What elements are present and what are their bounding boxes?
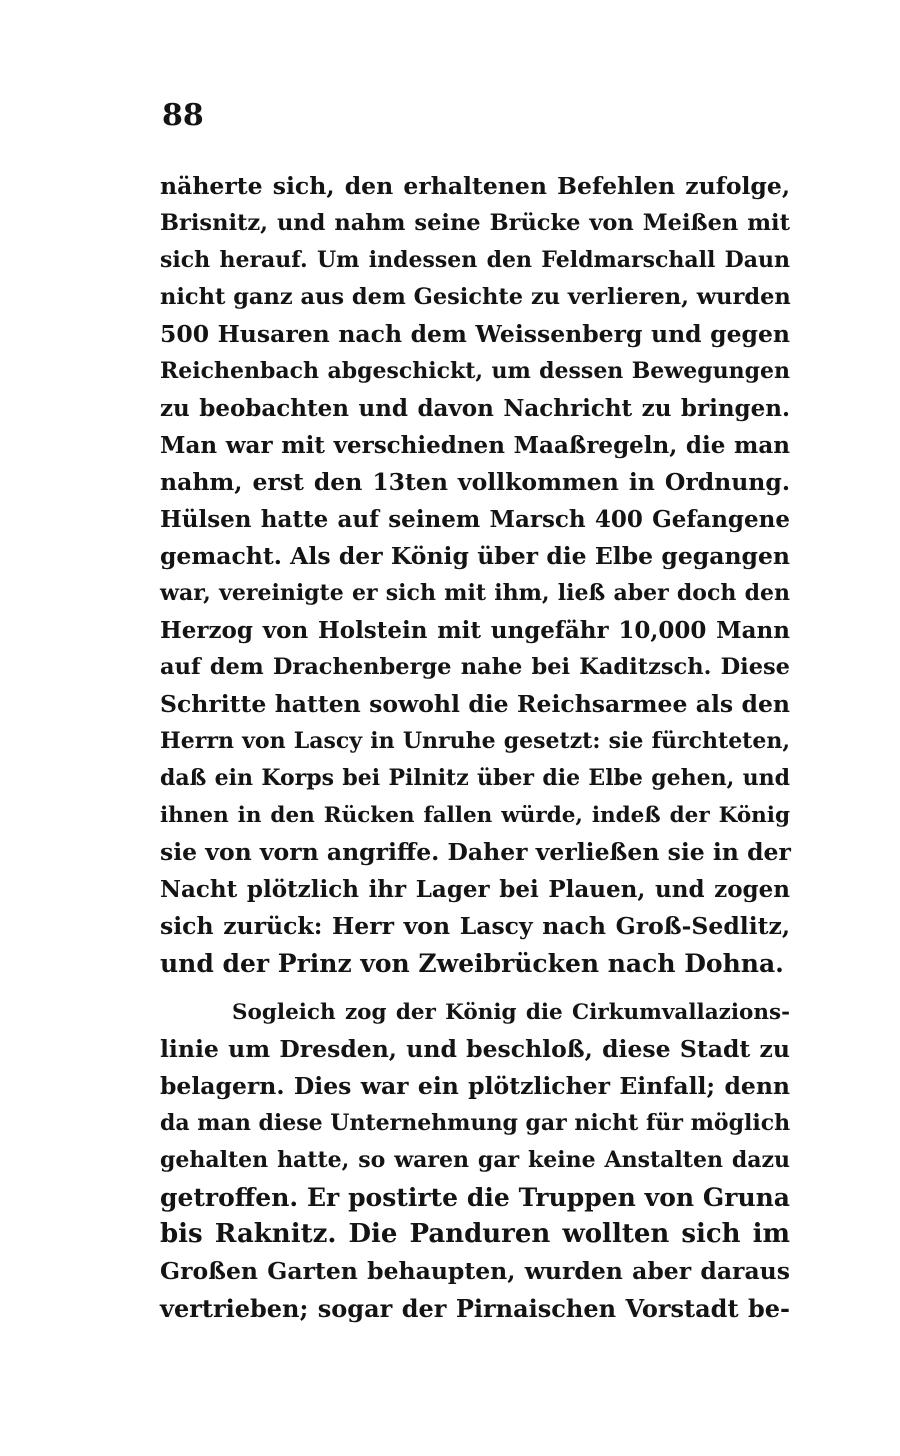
text-line: linie um Dresden, und beschloß, diese Stadt zu: [160, 1035, 790, 1063]
text-line: zu beobachten und davon Nachricht zu bringen.: [160, 395, 790, 422]
text-line: gemacht. Als der König über die Elbe gegangen: [160, 542, 790, 570]
text-line: Sogleich zog der König die Cirkumvallazions-: [232, 1000, 790, 1025]
text-line: auf dem Drachenberge nahe bei Kaditzsch. Diese: [160, 654, 790, 680]
page-number: 88: [162, 98, 204, 133]
text-line: Hülsen hatte auf seinem Marsch 400 Gefangene: [160, 506, 790, 533]
text-line: ihnen in den Rücken fallen würde, indeß der König: [160, 803, 790, 828]
text-line: gehalten hatte, so waren gar keine Anstalten dazu: [160, 1147, 790, 1173]
text-line: Man war mit verschiednen Maaßregeln, die man: [160, 432, 790, 459]
text-line: sie von vorn angriffe. Daher verließen sie in der: [160, 838, 791, 866]
text-line: Schritte hatten sowohl die Reichsarmee als den: [160, 690, 790, 718]
text-line: Reichenbach abgeschickt, um dessen Bewegungen: [160, 358, 790, 384]
text-line: näherte sich, den erhaltenen Befehlen zufolge,: [160, 172, 790, 200]
text-line: Brisnitz, und nahm seine Brücke von Meißen mit: [160, 210, 790, 236]
paragraph-1: [160, 168, 790, 982]
text-line: sich herauf. Um indessen den Feldmarschall Daun: [160, 247, 790, 273]
text-line: bis Raknitz. Die Panduren wollten sich im: [160, 1219, 790, 1249]
paragraph-2: [160, 994, 790, 1327]
text-line: war, vereinigte er sich mit ihm, ließ aber doch den: [160, 580, 790, 606]
text-line: sich zurück: Herr von Lascy nach Groß-Sedlitz,: [160, 912, 790, 940]
text-line: nicht ganz aus dem Gesichte zu verlieren, wurden: [160, 284, 791, 310]
text-line: und der Prinz von Zweibrücken nach Dohna.: [160, 949, 784, 978]
text-line: belagern. Dies war ein plötzlicher Einfall; denn: [160, 1072, 790, 1100]
text-line: Herrn von Lascy in Unruhe gesetzt: sie fürchteten,: [160, 728, 790, 754]
text-line: 500 Husaren nach dem Weissenberg und gegen: [160, 320, 790, 348]
text-line: da man diese Unternehmung gar nicht für möglich: [160, 1110, 791, 1136]
text-line: vertrieben; sogar der Pirnaischen Vorstadt be-: [160, 1294, 790, 1323]
paragraph-gap: [160, 982, 790, 994]
text-line: Großen Garten behaupten, wurden aber daraus: [160, 1257, 790, 1285]
body-text: [160, 168, 790, 1327]
text-line: Herzog von Holstein mit ungefähr 10,000 Mann: [160, 617, 790, 644]
text-line: nahm, erst den 13ten vollkommen in Ordnung.: [160, 468, 790, 496]
text-line: getroffen. Er postirte die Truppen von Gruna: [160, 1183, 790, 1212]
text-line: daß ein Korps bei Pilnitz über die Elbe gehen, und: [160, 765, 790, 791]
text-line: Nacht plötzlich ihr Lager bei Plauen, und zogen: [160, 876, 790, 903]
